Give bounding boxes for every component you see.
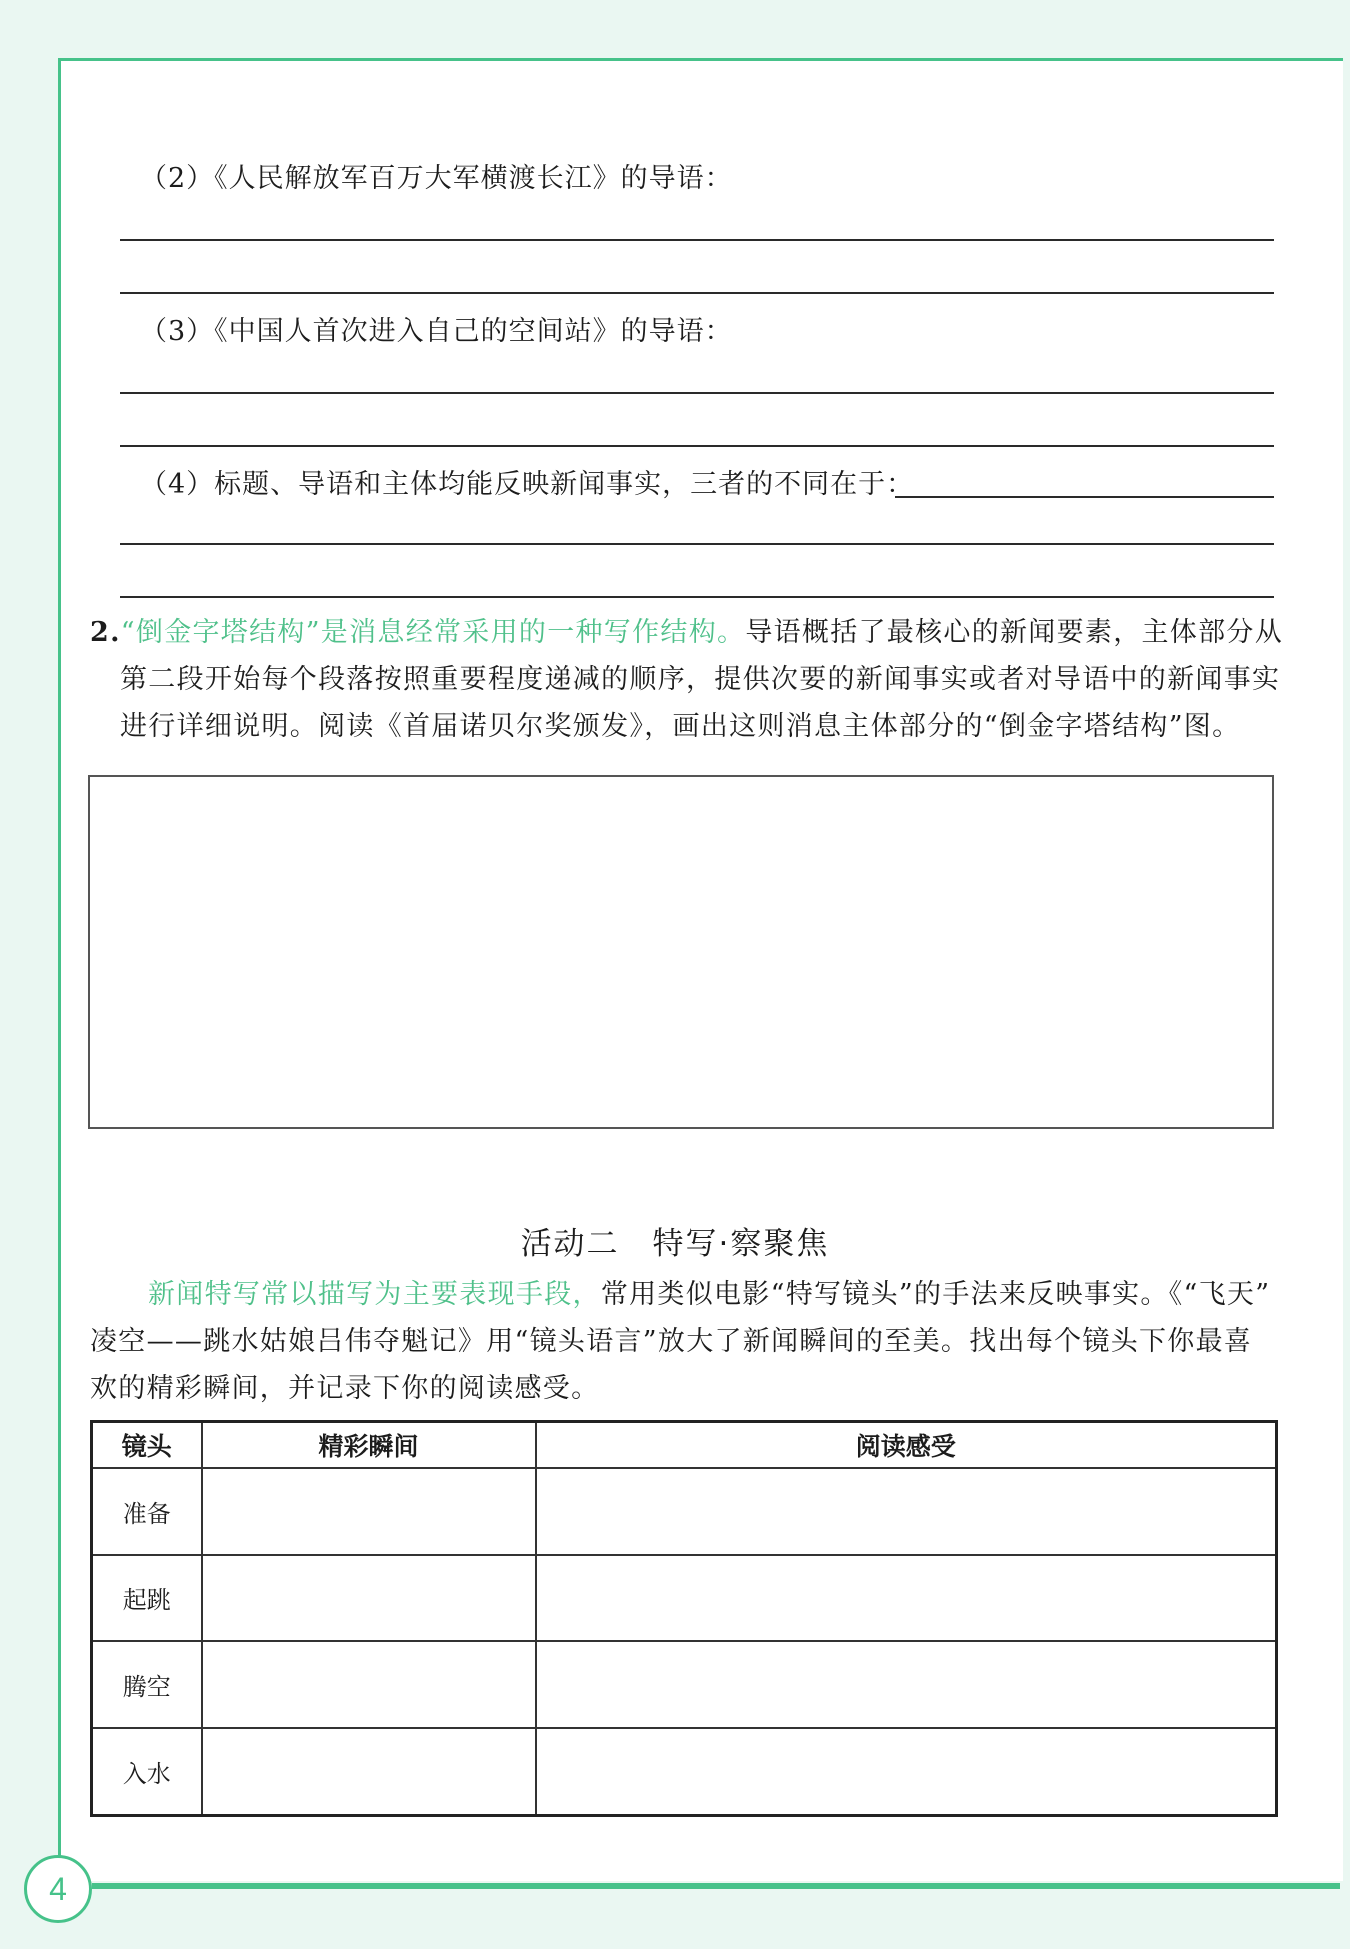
- activity-2-paragraph: [90, 1271, 1280, 1412]
- answer-line[interactable]: [120, 596, 1274, 598]
- answer-line[interactable]: [120, 239, 1274, 241]
- feeling-cell[interactable]: [536, 1641, 1277, 1728]
- row-label: 腾空: [92, 1641, 202, 1728]
- moment-cell[interactable]: [202, 1555, 536, 1642]
- row-label: 起跳: [92, 1555, 202, 1642]
- page-number: 4: [24, 1855, 92, 1923]
- pyramid-drawing-area[interactable]: [88, 775, 1274, 1129]
- feeling-cell[interactable]: [536, 1468, 1277, 1555]
- table-row: [92, 1555, 1277, 1642]
- feeling-cell[interactable]: [536, 1555, 1277, 1642]
- task-2-number: 2.: [90, 617, 121, 648]
- table-row: [92, 1728, 1277, 1816]
- activity-2-text: 常用类似电影“特写镜头”的手法来反映事实。《“飞天”: [600, 1279, 1271, 1310]
- table-row: [92, 1468, 1277, 1555]
- header-shot: 镜头: [92, 1422, 202, 1469]
- table-row: [92, 1641, 1277, 1728]
- question-4-label: （4）标题、导语和主体均能反映新闻事实，三者的不同在于：: [140, 469, 915, 500]
- activity-2-highlight: 新闻特写常以描写为主要表现手段，: [148, 1279, 601, 1310]
- table-header-row: [92, 1422, 1277, 1469]
- moment-cell[interactable]: [202, 1468, 536, 1555]
- moment-cell[interactable]: [202, 1728, 536, 1816]
- activity-2-line: 欢的精彩瞬间，并记录下你的阅读感受。: [90, 1373, 600, 1404]
- task-2-text: 导语概括了最核心的新闻要素，主体部分从: [745, 617, 1284, 648]
- question-2-label: （2）《人民解放军百万大军横渡长江》的导语：: [140, 163, 733, 194]
- task-2-line: 进行详细说明。阅读《首届诺贝尔奖颁发》，画出这则消息主体部分的“倒金字塔结构”图。: [120, 711, 1241, 742]
- answer-line[interactable]: [120, 543, 1274, 545]
- moment-cell[interactable]: [202, 1641, 536, 1728]
- header-moment: 精彩瞬间: [202, 1422, 536, 1469]
- task-2-line: 第二段开始每个段落按照重要程度递减的顺序，提供次要的新闻事实或者对导语中的新闻事实: [120, 664, 1281, 695]
- footer-bar: [92, 1883, 1340, 1889]
- answer-line[interactable]: [895, 496, 1274, 498]
- answer-line[interactable]: [120, 292, 1274, 294]
- header-feeling: 阅读感受: [536, 1422, 1277, 1469]
- activity-2-title: 活动二 特写·察聚焦: [520, 1226, 830, 1262]
- activity-2-line: 凌空——跳水姑娘吕伟夺魁记》用“镜头语言”放大了新闻瞬间的至美。找出每个镜头下你最喜: [90, 1326, 1253, 1357]
- row-label: 入水: [92, 1728, 202, 1816]
- reading-table: [90, 1420, 1278, 1817]
- answer-line[interactable]: [120, 445, 1274, 447]
- question-3-label: （3）《中国人首次进入自己的空间站》的导语：: [140, 316, 733, 347]
- row-label: 准备: [92, 1468, 202, 1555]
- feeling-cell[interactable]: [536, 1728, 1277, 1816]
- task-2-paragraph: [90, 609, 1284, 750]
- answer-line[interactable]: [120, 392, 1274, 394]
- task-2-highlight: “倒金字塔结构”是消息经常采用的一种写作结构。: [120, 617, 746, 648]
